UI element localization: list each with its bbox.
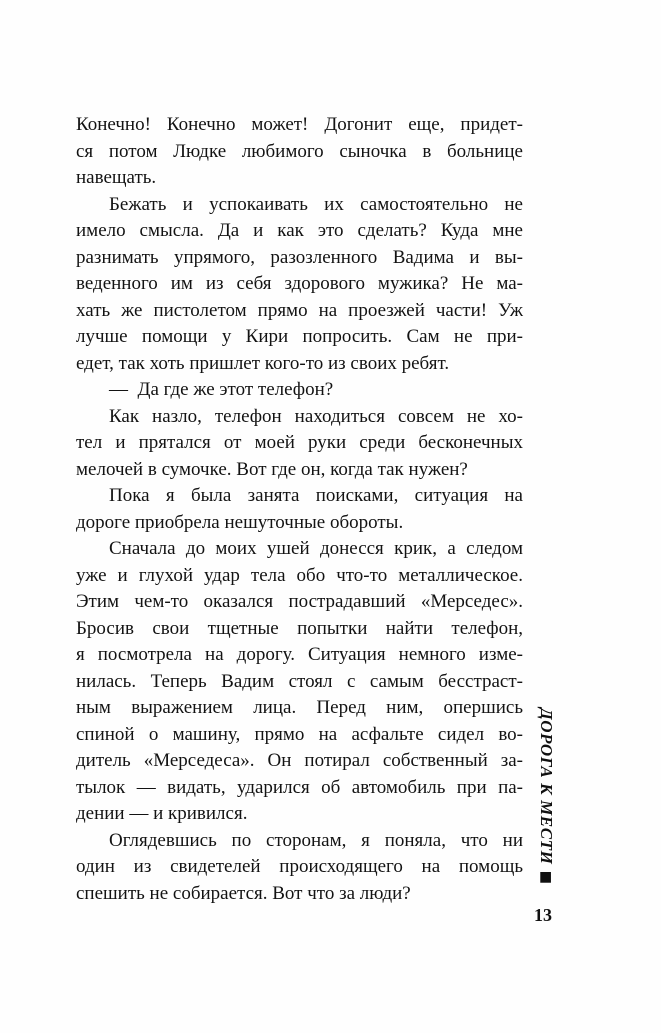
text-line: Оглядевшись по сторонам, я поняла, что ни: [109, 829, 523, 851]
text-line: спешить не собирается. Вот что за люди?: [76, 882, 411, 904]
text-line: веденного им из себя здорового мужика? Не ма-: [76, 273, 523, 294]
text-line: имело смысла. Да и как это сделать? Куда мне: [76, 220, 523, 241]
text-line: Как назло, телефон находиться совсем не хо-: [109, 405, 523, 427]
text-line: нилась. Теперь Вадим стоял с самым бесстраст-: [76, 670, 523, 692]
text-line: хать же пистолетом прямо на проезжей части! Уж: [76, 299, 523, 321]
text-line: дении — и кривился.: [76, 803, 248, 824]
text-line: — Да где же этот телефон?: [109, 379, 334, 400]
text-line: тылок — видать, ударился об автомобиль при па-: [76, 776, 523, 798]
text-line: разнимать упрямого, разозленного Вадима и вы-: [76, 246, 523, 268]
text-line: мелочей в сумочке. Вот где он, когда так нужен?: [76, 458, 468, 480]
section-marker-square: ■: [539, 869, 553, 885]
text-line: Пока я была занята поисками, ситуация на: [109, 485, 523, 506]
text-line: Этим чем-то оказался пострадавший «Мерседес».: [76, 591, 523, 612]
text-line: навещать.: [76, 167, 157, 188]
running-title: ДОРОГА К МЕСТИ: [537, 708, 556, 865]
page-number: 13: [534, 905, 552, 925]
text-line: я посмотрела на дорогу. Ситуация немного изме-: [76, 644, 523, 665]
text-line: дитель «Мерседеса». Он потирал собственный за-: [76, 750, 523, 771]
text-line: дороге приобрела нешуточные обороты.: [76, 511, 404, 533]
text-line: тел и прятался от моей руки среди бесконечных: [76, 432, 523, 453]
text-line: Бросив свои тщетные попытки найти телефон,: [76, 617, 523, 639]
text-line: один из свидетелей происходящего на помощь: [76, 856, 523, 877]
text-line: ным выражением лица. Перед ним, опершись: [76, 697, 523, 718]
text-line: едет, так хоть пришлет кого-то из своих ребят.: [76, 352, 450, 374]
text-line: ся потом Людке любимого сыночка в больнице: [76, 140, 523, 162]
text-line: Бежать и успокаивать их самостоятельно не: [109, 193, 523, 215]
text-line: Сначала до моих ушей донесся крик, а следом: [109, 538, 523, 559]
text-line: Конечно! Конечно может! Догонит еще, придет-: [76, 114, 523, 135]
body-text: [76, 112, 523, 907]
text-line: уже и глухой удар тела обо что-то металлическое.: [76, 564, 523, 586]
text-line: лучше помощи у Кири попросить. Сам не при-: [76, 326, 523, 347]
text-line: спиной о машину, прямо на асфальте сидел во-: [76, 723, 523, 745]
